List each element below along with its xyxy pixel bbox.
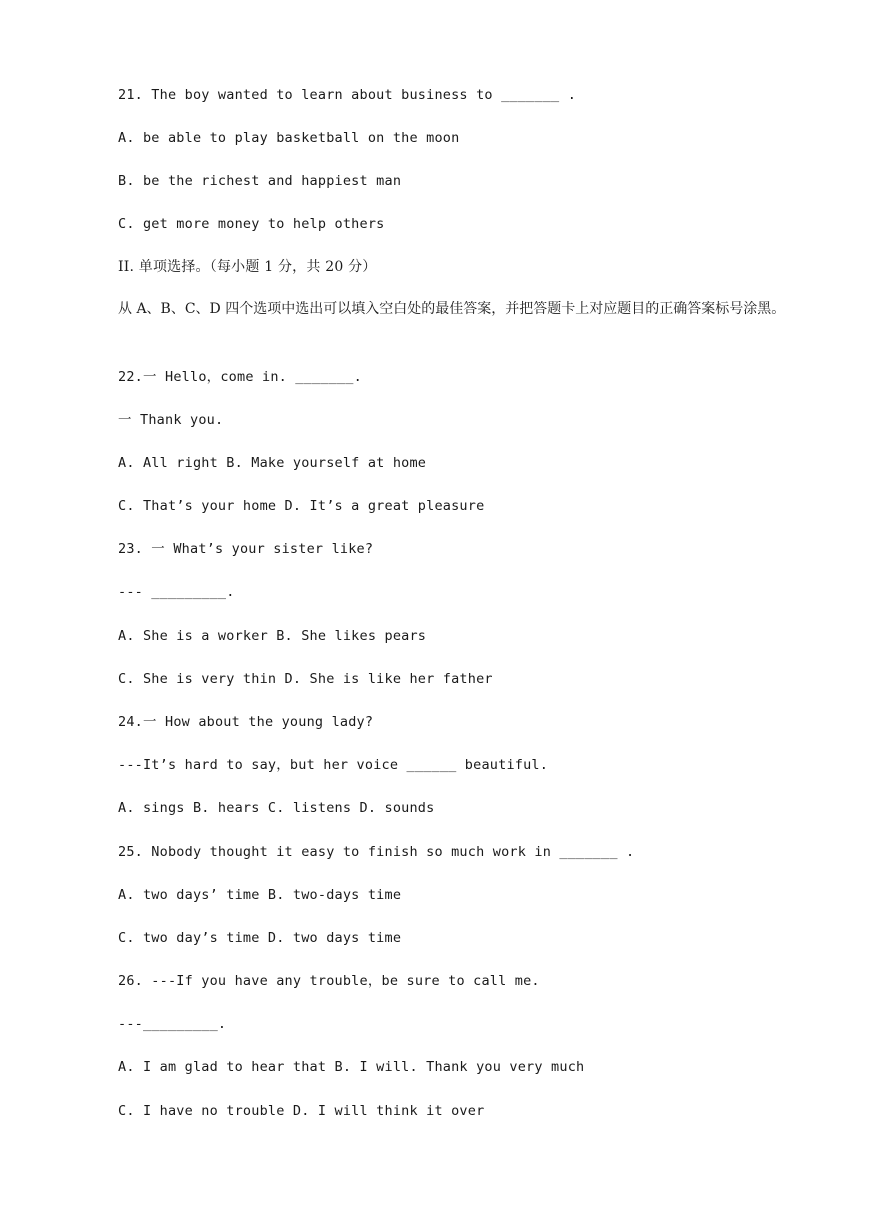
q22-options-ab: A. All right B. Make yourself at home xyxy=(118,455,427,471)
q24-options: A. sings B. hears C. listens D. sounds xyxy=(118,800,435,816)
section-heading: II. 单项选择。（每小题 1 分，共 20 分） xyxy=(118,259,377,275)
q25-stem: 25. Nobody thought it easy to finish so much work in _______ . xyxy=(118,844,635,860)
q25-options-ab: A. two days’ time B. two-days time xyxy=(118,887,402,903)
q22-response: 一 Thank you. xyxy=(118,412,224,428)
q24-prompt: 24.一 How about the young lady? xyxy=(118,714,374,730)
section-instructions: 从 A、B、C、D 四个选项中选出可以填入空白处的最佳答案，并把答题卡上对应题目的正确答案标号涂黑。 xyxy=(118,301,786,317)
q25-options-cd: C. two day’s time D. two days time xyxy=(118,930,402,946)
q21-stem: 21. The boy wanted to learn about business to _______ . xyxy=(118,87,577,103)
q26-prompt: 26. ---If you have any trouble，be sure to call me. xyxy=(118,973,540,989)
q21-option-c: C. get more money to help others xyxy=(118,216,385,232)
q23-options-ab: A. She is a worker B. She likes pears xyxy=(118,628,427,644)
q23-prompt: 23. 一 What’s your sister like? xyxy=(118,541,374,557)
q26-options-cd: C. I have no trouble D. I will think it over xyxy=(118,1103,485,1119)
q24-response: ---It’s hard to say，but her voice ______ beautiful. xyxy=(118,757,549,773)
q22-prompt: 22.一 Hello，come in. _______. xyxy=(118,369,362,385)
q21-option-a: A. be able to play basketball on the moon xyxy=(118,130,460,146)
q23-response: --- _________. xyxy=(118,584,235,600)
q22-options-cd: C. That’s your home D. It’s a great pleasure xyxy=(118,498,485,514)
q21-option-b: B. be the richest and happiest man xyxy=(118,173,402,189)
q26-options-ab: A. I am glad to hear that B. I will. Thank you very much xyxy=(118,1059,585,1075)
q23-options-cd: C. She is very thin D. She is like her father xyxy=(118,671,493,687)
q26-response: ---_________. xyxy=(118,1016,227,1032)
